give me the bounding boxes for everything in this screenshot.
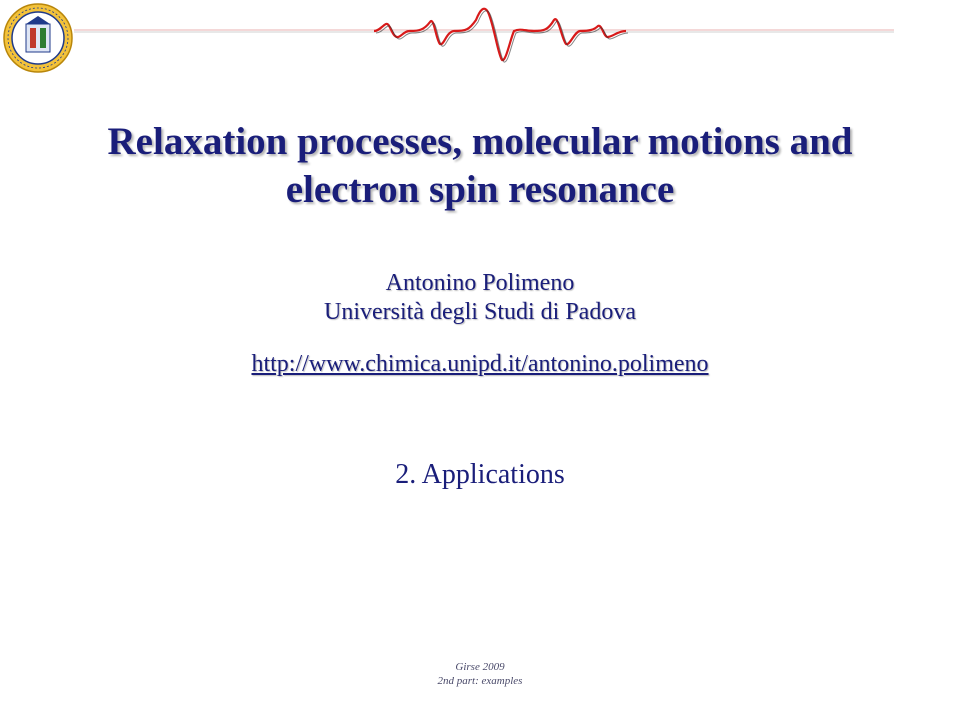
esr-spectrum-banner bbox=[74, 0, 894, 70]
author-name: Antonino Polimeno bbox=[385, 270, 575, 296]
footer-part: 2nd part: examples bbox=[437, 675, 523, 687]
section-heading: 2. Applications bbox=[395, 459, 565, 490]
slide-footer bbox=[300, 660, 660, 688]
homepage-link[interactable]: http://www.chimica.unipd.it/antonino.polimeno bbox=[251, 351, 709, 377]
university-seal-icon bbox=[2, 2, 74, 74]
author-affiliation: Università degli Studi di Padova bbox=[324, 299, 636, 325]
footer-event: Girse 2009 bbox=[455, 661, 505, 673]
slide-title: Relaxation processes, molecular motions and electron spin resonance bbox=[107, 120, 853, 211]
